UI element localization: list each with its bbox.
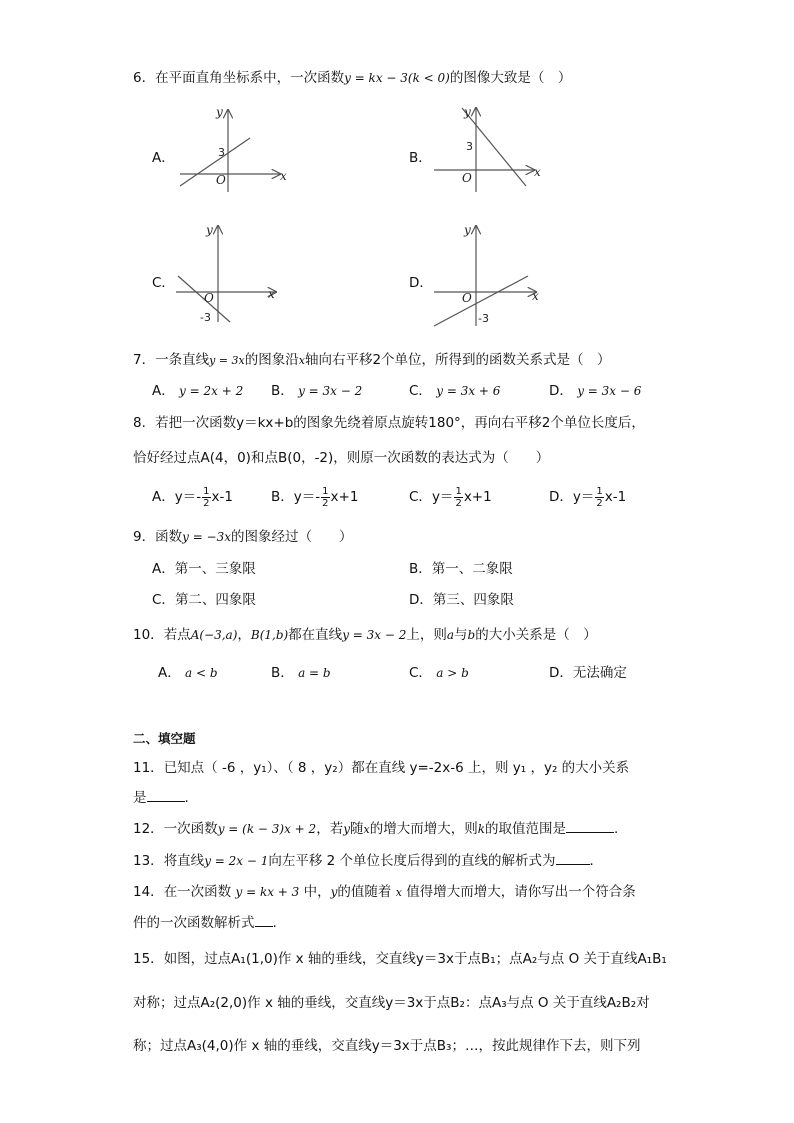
- q6-graph-a: [176, 104, 296, 196]
- origin-label: O: [462, 171, 472, 185]
- q9-stem: 9．函数y = −3x的图象经过（ ）: [133, 529, 353, 545]
- q8-stem-line1: 8．若把一次函数y＝kx+b的图象先绕着原点旋转180°，再向右平移2个单位长度后，: [133, 415, 645, 431]
- q8-option-b[interactable]: B．y＝- $\frac{1}{2}$ x+1: [271, 485, 359, 509]
- q15-line1: 15．如图，过点A₁(1,0)作 x 轴的垂线，交直线y＝3x于点B₁；点A₂与点 O 关于直线A₁B₁: [133, 951, 667, 967]
- intercept-label: -3: [200, 311, 211, 324]
- q10-option-a[interactable]: A． a < b: [158, 665, 218, 681]
- q9-option-d[interactable]: D．第三、四象限: [409, 592, 514, 608]
- answer-blank[interactable]: [566, 820, 614, 833]
- fraction: $\frac{1}{2}$: [596, 485, 603, 509]
- q15-line3: 称；过点A₃(4,0)作 x 轴的垂线，交直线y＝3x于点B₃；…，按此规律作下去，则下列: [133, 1038, 641, 1054]
- q7-option-c[interactable]: C． y = 3x + 6: [409, 383, 501, 399]
- q9-option-b[interactable]: B．第一、二象限: [409, 561, 513, 577]
- q15-line2: 对称；过点A₂(2,0)作 x 轴的垂线，交直线y＝3x于点B₂：点A₃与点 O 关于直线A₂B₂对: [133, 995, 650, 1011]
- q11-stem-line2: 是 .: [133, 790, 189, 806]
- section-title: 二、填空题: [133, 731, 196, 746]
- q7-stem: 7．一条直线y = 3x的图象沿x轴向右平移2个单位，所得到的函数关系式是（ ）: [133, 352, 611, 368]
- fraction: $\frac{1}{2}$: [322, 485, 329, 509]
- x-label: x: [280, 169, 287, 183]
- q12-stem: 12．一次函数y = (k − 3)x + 2，若y随x的增大而增大，则k的取值范围是 .: [133, 821, 619, 837]
- q8-stem-line2: 恰好经过点A(4，0)和点B(0，-2)，则原一次函数的表达式为（ ）: [133, 450, 550, 466]
- graph-line: [180, 138, 250, 186]
- answer-blank[interactable]: [147, 789, 185, 802]
- intercept-label: -3: [478, 312, 489, 325]
- q6-option-d-label[interactable]: D．: [409, 275, 433, 291]
- x-label: x: [534, 165, 541, 179]
- q10-option-d[interactable]: D．无法确定: [549, 665, 627, 681]
- intercept-label: 3: [218, 146, 225, 159]
- q13-stem: 13．将直线y = 2x − 1向左平移 2 个单位长度后得到的直线的解析式为 ．: [133, 853, 604, 869]
- fraction: $\frac{1}{2}$: [203, 485, 210, 509]
- q8-option-d[interactable]: D．y＝ $\frac{1}{2}$ x-1: [549, 485, 627, 509]
- answer-blank[interactable]: [556, 852, 590, 865]
- q7-option-b[interactable]: B． y = 3x − 2: [271, 383, 363, 399]
- q10-option-c[interactable]: C． a > b: [409, 665, 469, 681]
- q6-graph-b: [430, 104, 550, 196]
- q9-option-c[interactable]: C．第二、四象限: [152, 592, 256, 608]
- q14-stem-line1: 14．在一次函数 y = kx + 3 中，y的值随着 x 值得增大而增大，请你写出一个符合条: [133, 884, 636, 900]
- answer-blank[interactable]: [255, 914, 273, 927]
- q6-graph-d: [430, 222, 546, 330]
- q7-option-a[interactable]: A． y = 2x + 2: [152, 383, 244, 399]
- x-label: x: [268, 287, 275, 301]
- origin-label: O: [204, 291, 214, 305]
- y-label: y: [206, 223, 213, 237]
- y-label: y: [464, 223, 471, 237]
- q6-graph-c: [172, 222, 288, 326]
- q14-stem-line2: 件的一次函数解析式 .: [133, 915, 277, 931]
- q6-option-a-label[interactable]: A．: [152, 150, 175, 166]
- q8-option-a[interactable]: A．y＝- $\frac{1}{2}$ x-1: [152, 485, 233, 509]
- q10-option-b[interactable]: B． a = b: [271, 665, 331, 681]
- x-label: x: [532, 289, 539, 303]
- q6-stem: 6．在平面直角坐标系中，一次函数y = kx − 3(k < 0)的图像大致是（ ）: [133, 70, 572, 86]
- origin-label: O: [216, 173, 226, 187]
- y-label: y: [216, 105, 223, 119]
- intercept-label: 3: [466, 140, 473, 153]
- y-label: y: [464, 105, 471, 119]
- q10-stem: 10．若点A(−3,a)，B(1,b)都在直线y = 3x − 2上，则a与b的大小关系是（ ）: [133, 627, 597, 643]
- fraction: $\frac{1}{2}$: [455, 485, 462, 509]
- q8-option-c[interactable]: C．y＝ $\frac{1}{2}$ x+1: [409, 485, 492, 509]
- q11-stem-line1: 11．已知点（ -6 ，y₁）、（ 8 ，y₂）都在直线 y=-2x-6 上，则 y₁ ，y₂ 的大小关系: [133, 760, 630, 776]
- q6-option-b-label[interactable]: B．: [409, 150, 432, 166]
- q7-option-d[interactable]: D． y = 3x − 6: [549, 383, 642, 399]
- q9-option-a[interactable]: A．第一、三象限: [152, 561, 256, 577]
- origin-label: O: [462, 291, 472, 305]
- q6-option-c-label[interactable]: C．: [152, 275, 175, 291]
